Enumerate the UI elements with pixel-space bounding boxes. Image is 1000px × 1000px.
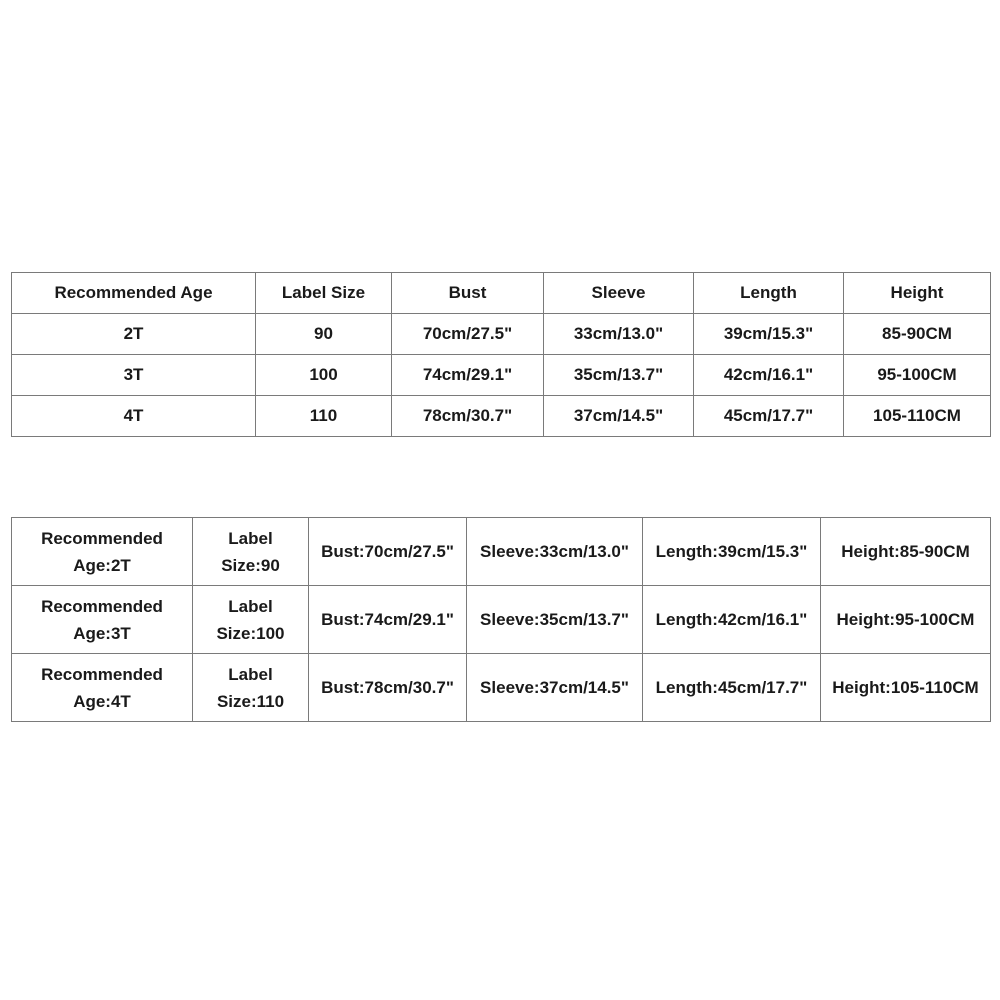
cell-length: 39cm/15.3" <box>694 314 844 355</box>
cell-length: Length:39cm/15.3" <box>643 518 821 586</box>
cell-sleeve: Sleeve:35cm/13.7" <box>467 586 643 654</box>
cell-line: Size:90 <box>221 555 280 575</box>
cell-sleeve: 37cm/14.5" <box>544 396 694 437</box>
size-chart-table-inline <box>11 517 991 722</box>
cell-length: 45cm/17.7" <box>694 396 844 437</box>
cell-age: 2T <box>12 314 256 355</box>
cell-line: Recommended <box>41 528 163 548</box>
table-row <box>12 586 991 654</box>
size-chart-table-horizontal <box>11 272 991 437</box>
cell-age: 3T <box>12 355 256 396</box>
cell-sleeve: Sleeve:37cm/14.5" <box>467 654 643 722</box>
cell-line: Recommended <box>41 596 163 616</box>
header-recommended-age: Recommended Age <box>12 273 256 314</box>
cell-height: Height:105-110CM <box>821 654 991 722</box>
table-row <box>12 518 991 586</box>
cell-line: Label <box>228 528 273 548</box>
cell-line: Label <box>228 596 273 616</box>
cell-line: Label <box>228 664 273 684</box>
cell-label-size: 100 <box>256 355 392 396</box>
cell-bust: Bust:78cm/30.7" <box>309 654 467 722</box>
cell-bust: 78cm/30.7" <box>392 396 544 437</box>
cell-line: Age:3T <box>73 623 131 643</box>
header-length: Length <box>694 273 844 314</box>
cell-sleeve: 33cm/13.0" <box>544 314 694 355</box>
cell-sleeve: Sleeve:33cm/13.0" <box>467 518 643 586</box>
cell-label-size <box>193 518 309 586</box>
cell-line: Age:4T <box>73 691 131 711</box>
header-height: Height <box>844 273 991 314</box>
cell-label-size <box>193 586 309 654</box>
cell-recommended-age <box>12 654 193 722</box>
cell-age: 4T <box>12 396 256 437</box>
cell-recommended-age <box>12 586 193 654</box>
cell-label-size: 90 <box>256 314 392 355</box>
cell-length: 42cm/16.1" <box>694 355 844 396</box>
cell-recommended-age <box>12 518 193 586</box>
cell-bust: Bust:74cm/29.1" <box>309 586 467 654</box>
cell-height: 85-90CM <box>844 314 991 355</box>
cell-line: Size:110 <box>216 691 285 711</box>
cell-height: 105-110CM <box>844 396 991 437</box>
cell-label-size <box>193 654 309 722</box>
table-header-row <box>12 273 991 314</box>
table-row <box>12 314 991 355</box>
cell-sleeve: 35cm/13.7" <box>544 355 694 396</box>
cell-line: Recommended <box>41 664 163 684</box>
cell-height: Height:85-90CM <box>821 518 991 586</box>
header-bust: Bust <box>392 273 544 314</box>
table-row <box>12 355 991 396</box>
cell-line: Size:100 <box>216 623 285 643</box>
header-sleeve: Sleeve <box>544 273 694 314</box>
header-label-size: Label Size <box>256 273 392 314</box>
cell-label-size: 110 <box>256 396 392 437</box>
cell-line: Age:2T <box>73 555 131 575</box>
cell-height: 95-100CM <box>844 355 991 396</box>
cell-bust: 74cm/29.1" <box>392 355 544 396</box>
table-row <box>12 396 991 437</box>
table-row <box>12 654 991 722</box>
cell-bust: 70cm/27.5" <box>392 314 544 355</box>
cell-bust: Bust:70cm/27.5" <box>309 518 467 586</box>
cell-height: Height:95-100CM <box>821 586 991 654</box>
cell-length: Length:45cm/17.7" <box>643 654 821 722</box>
cell-length: Length:42cm/16.1" <box>643 586 821 654</box>
